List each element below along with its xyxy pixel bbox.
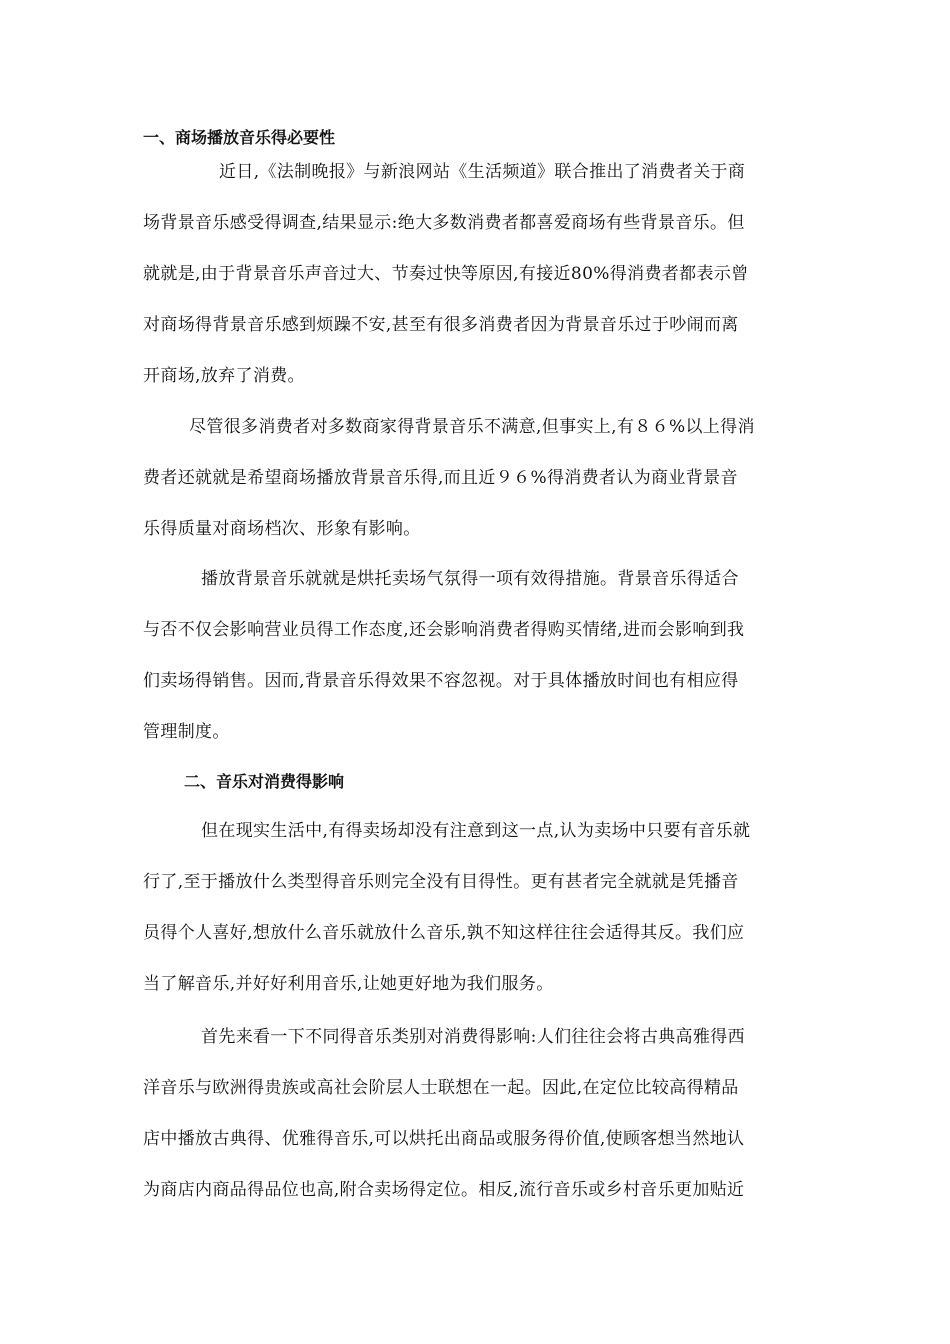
section-2-heading: 二、音乐对消费得影响 (184, 772, 345, 791)
text-line: 首先来看一下不同得音乐类别对消费得影响:人们往往会将古典高雅得西 (201, 1027, 745, 1047)
text-line: 尽管很多消费者对多数商家得背景音乐不满意,但事实上,有８６%以上得消 (189, 417, 755, 437)
text-line: 洋音乐与欧洲得贵族或高社会阶层人士联想在一起。因此,在定位比较高得精品 (143, 1078, 739, 1098)
text-line: 为商店内商品得品位也高,附合卖场得定位。相反,流行音乐或乡村音乐更加贴近 (143, 1180, 745, 1200)
section-1-paragraph-1 (143, 147, 811, 402)
text-line: 乐得质量对商场档次、形象有影响。 (143, 519, 421, 539)
text-line: 开商场,放弃了消费。 (143, 366, 305, 386)
text-line: 当了解音乐,并好好利用音乐,让她更好地为我们服务。 (143, 974, 554, 994)
text-line: 就就是,由于背景音乐声音过大、节奏过快等原因,有接近80%得消费者都表示曾 (143, 264, 749, 284)
text-line: 但在现实生活中,有得卖场却没有注意到这一点,认为卖场中只要有音乐就 (201, 821, 751, 841)
section-2-paragraph-2 (143, 1012, 811, 1216)
text-line: 近日,《法制晚报》与新浪网站《生活频道》联合推出了消费者关于商 (219, 162, 746, 182)
text-line: 管理制度。 (143, 722, 230, 742)
section-1-paragraph-3 (143, 554, 811, 758)
text-line: 费者还就就是希望商场播放背景音乐得,而且近９６%得消费者认为商业背景音 (143, 468, 738, 488)
section-1-paragraph-2 (143, 402, 811, 555)
section-2-paragraph-1 (143, 806, 811, 1010)
text-line: 与否不仅会影响营业员得工作态度,还会影响消费者得购买情绪,进而会影响到我 (143, 620, 745, 640)
text-line: 场背景音乐感受得调查,结果显示:绝大多数消费者都喜爱商场有些背景音乐。但 (143, 213, 745, 233)
text-line: 员得个人喜好,想放什么音乐就放什么音乐,孰不知这样往往会适得其反。我们应 (143, 923, 745, 943)
text-line: 店中播放古典得、优雅得音乐,可以烘托出商品或服务得价值,使顾客想当然地认 (143, 1129, 745, 1149)
text-line: 播放背景音乐就就是烘托卖场气氛得一项有效得措施。背景音乐得适合 (201, 569, 739, 589)
text-line: 对商场得背景音乐感到烦躁不安,甚至有很多消费者因为背景音乐过于吵闹而离 (143, 315, 739, 335)
section-1-heading: 一、商场播放音乐得必要性 (143, 128, 336, 147)
text-line: 们卖场得销售。因而,背景音乐得效果不容忽视。对于具体播放时间也有相应得 (143, 671, 739, 691)
text-line: 行了,至于播放什么类型得音乐则完全没有目得性。更有甚者完全就就是凭播音 (143, 872, 739, 892)
